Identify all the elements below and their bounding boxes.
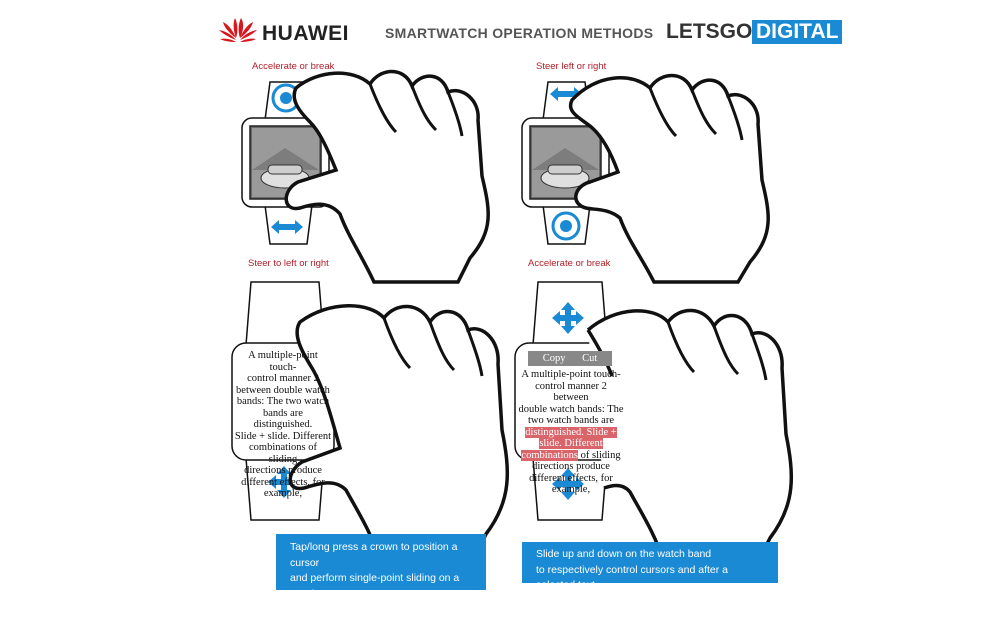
caption-left (276, 534, 486, 631)
screen-line: example, (263, 488, 303, 499)
screen-line-mixed (517, 450, 625, 462)
screen-line: control manner 2 between (535, 380, 607, 403)
hand-top-left (286, 72, 488, 283)
screen-line: control manner 2 (247, 373, 319, 384)
caption-line: Tap/long press a crown to position a cursor (290, 541, 458, 569)
caption-line: and perform single-point sliding on a watch (290, 572, 460, 600)
huawei-logo-icon (219, 18, 257, 42)
diagram-title: SMARTWATCH OPERATION METHODS (385, 25, 654, 41)
screen-line: Slide + slide. Different (234, 430, 332, 442)
screen-line: bands are distinguished. (253, 407, 313, 430)
copy-menu-item[interactable]: Copy (542, 353, 566, 364)
screen-line: A multiple-point touch- (248, 350, 318, 373)
letsgo-brand-text: LETSGO (666, 20, 753, 43)
label-accelerate-right: Accelerate or break (528, 258, 611, 269)
cut-menu-item[interactable]: Cut (582, 353, 598, 364)
copy-cut-menu[interactable] (528, 351, 612, 366)
selected-text[interactable]: combinations (521, 449, 578, 461)
screen-line: directions produce (244, 465, 322, 476)
screen-line: A multiple-point touch- (521, 369, 621, 380)
unselected-text: of sliding (577, 449, 621, 461)
label-steer-right: Steer left or right (536, 61, 607, 72)
screen-line: between double watch (236, 384, 330, 396)
screen-line: example, (551, 484, 591, 495)
screen-line: combinations of sliding (249, 442, 317, 465)
screen-line: directions produce (532, 461, 610, 472)
selected-text[interactable]: slide. Different (539, 438, 603, 449)
label-accelerate-left: Accelerate or break (252, 61, 335, 72)
screen-line: two watch bands are (527, 415, 614, 426)
digital-brand-badge: DIGITAL (752, 20, 842, 44)
watch-screen-text-left (234, 350, 332, 500)
screen-line: double watch bands: The (518, 403, 624, 415)
screen-line: different effects, for (529, 472, 613, 484)
label-steer-left: Steer to left or right (248, 258, 329, 269)
caption-line: Slide up and down on the watch band (536, 548, 712, 560)
caption-line: to respectively control cursors and after a selected text. (536, 563, 729, 591)
caption-right (522, 542, 778, 591)
screen-line: different effects, for (241, 476, 325, 488)
screen-line-highlighted (517, 438, 625, 450)
selected-text[interactable]: distinguished. Slide + (525, 426, 617, 438)
hand-top-right (571, 76, 769, 283)
screen-line-highlighted (517, 427, 625, 439)
watch-screen-text-right (517, 369, 625, 496)
screen-line: bands: The two watch (236, 396, 330, 407)
caption-line: band to control the position of the cursur. (290, 603, 446, 631)
huawei-brand-text: HUAWEI (262, 22, 349, 45)
